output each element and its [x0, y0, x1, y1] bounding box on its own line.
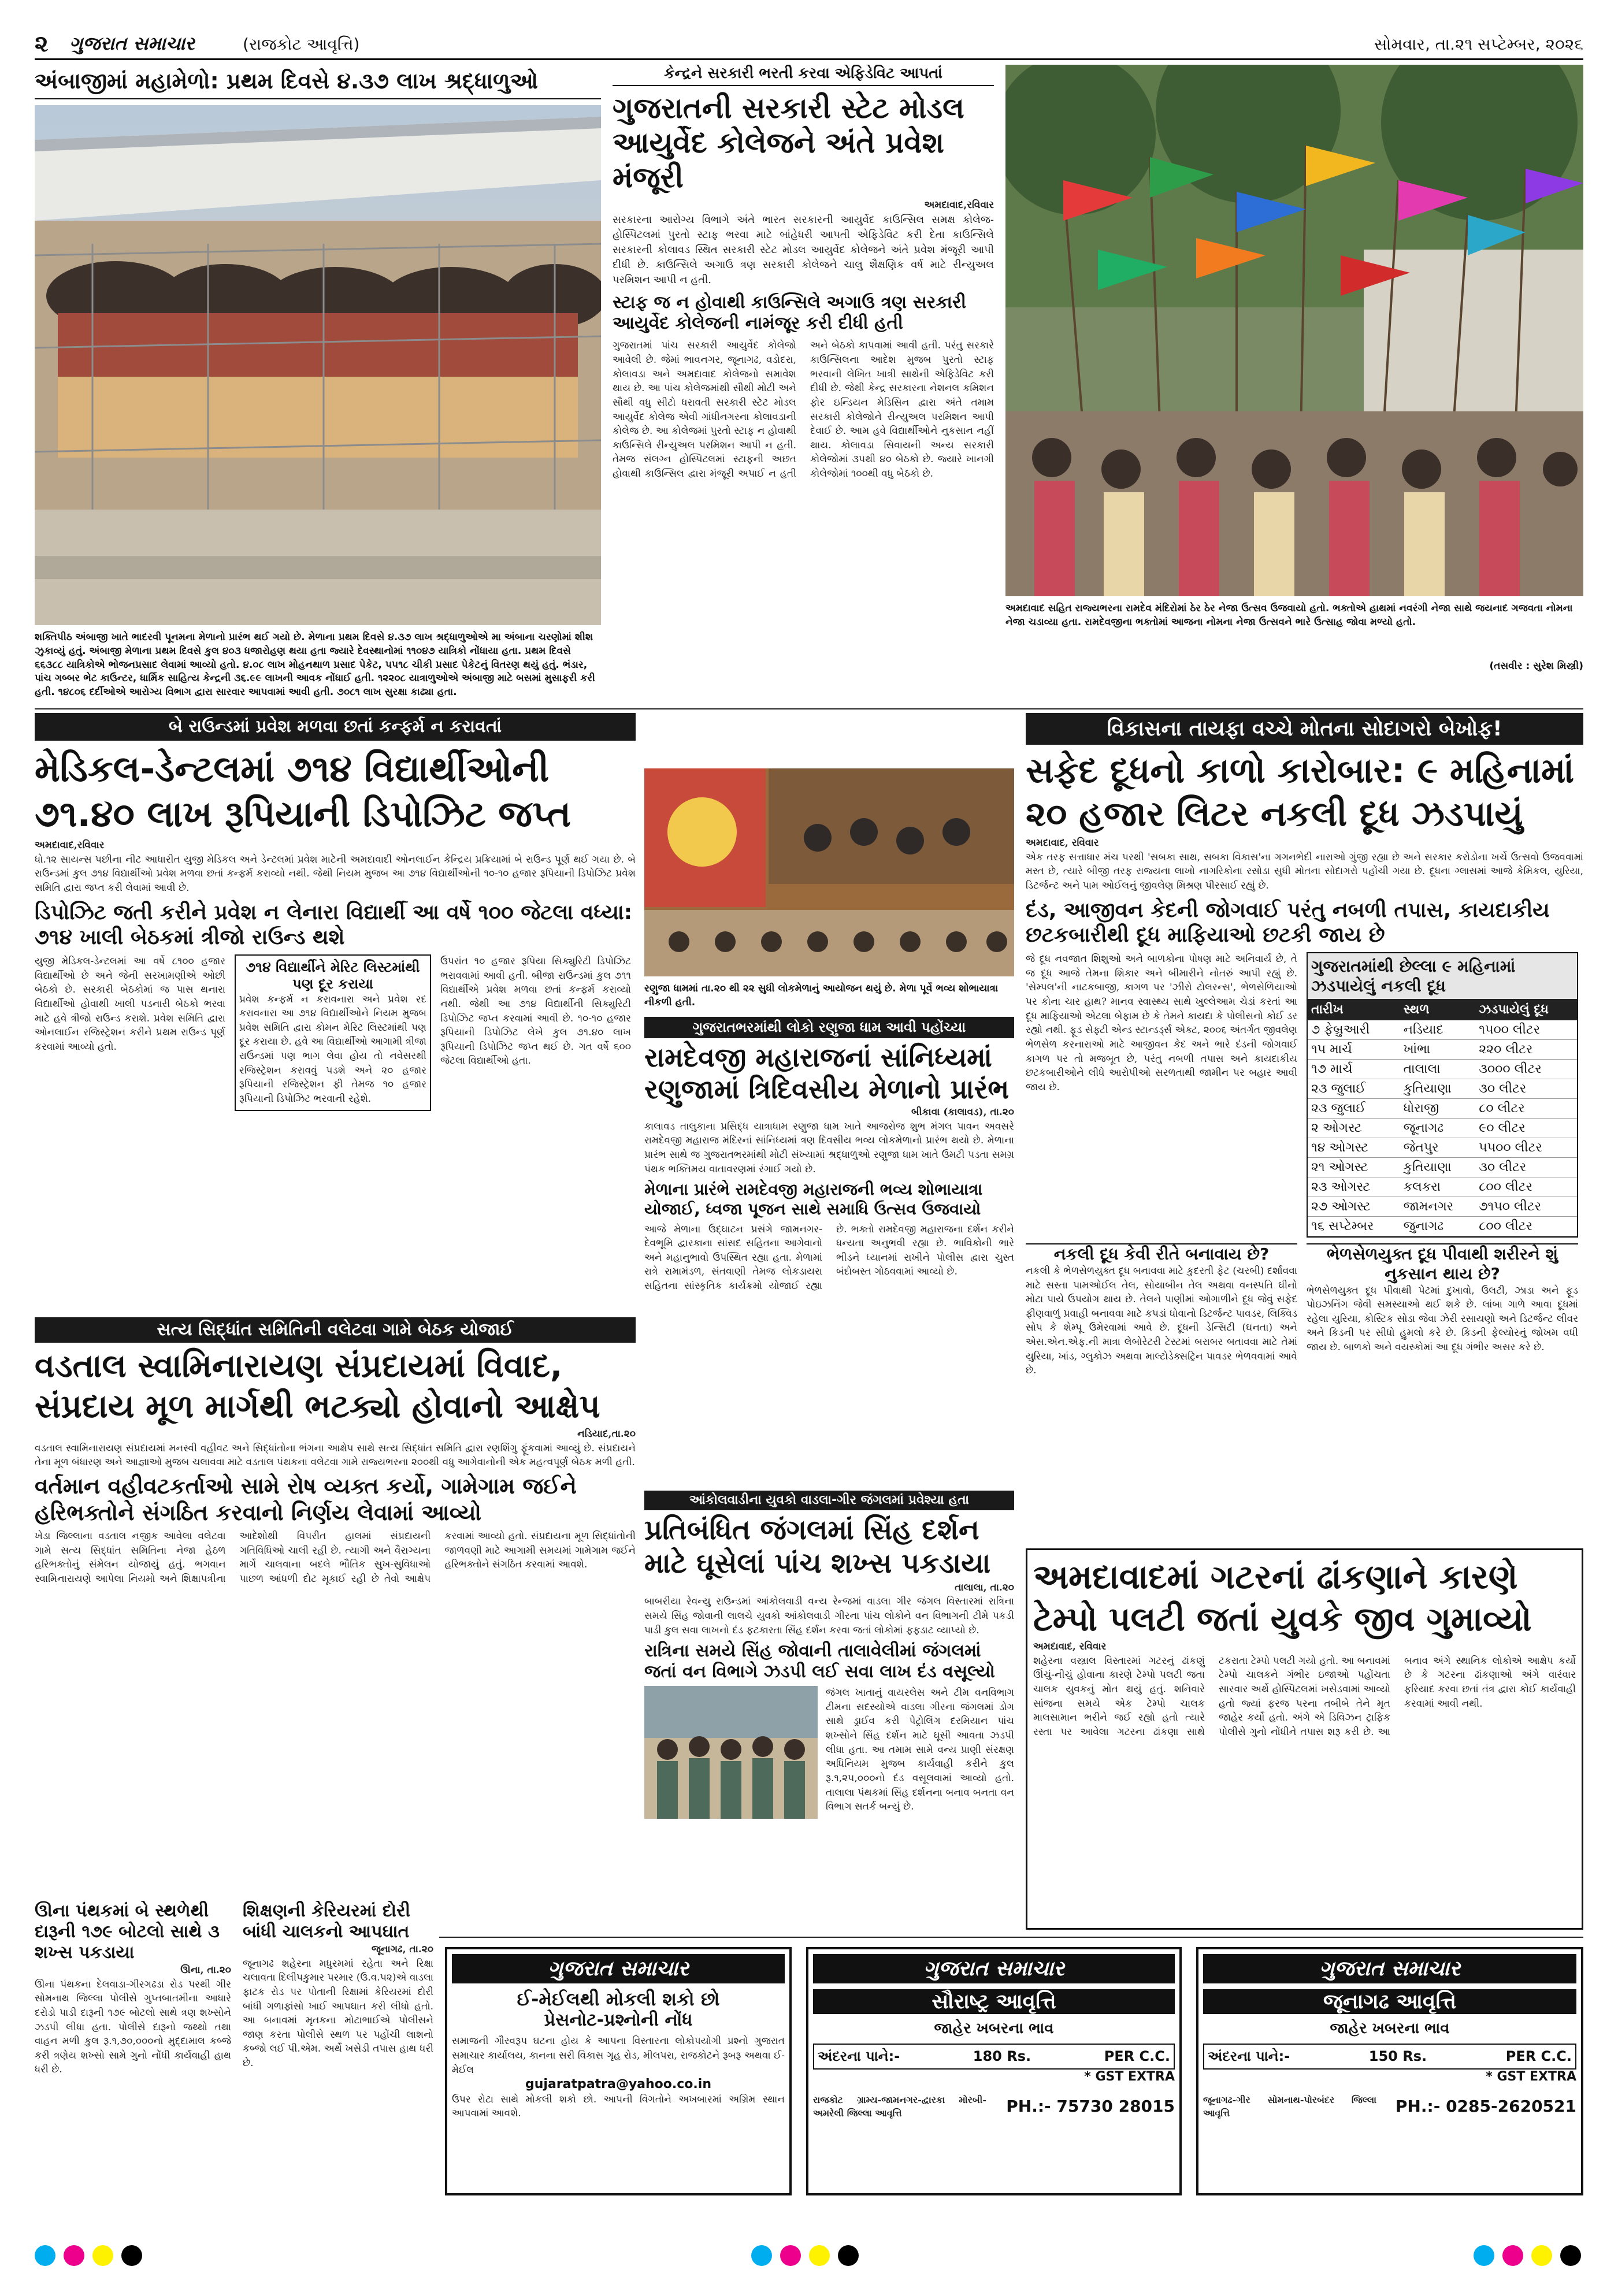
gutter-headline: અમદાવાદમાં ગટરનાં ઢાંકણાને કારણે ટેમ્પો પલટી જતાં યુવકે જીવ ગુમાવ્યો	[1033, 1557, 1532, 1639]
ad-saurashtra-unit: PER C.C.	[1104, 2048, 1170, 2065]
notice-body-2: ઉપર રોટા સાથે મોકલી શકો છો. આપની વિગતોને અખબારમાં અગ્રિમ સ્થાન આપવામાં આવશે.	[452, 2093, 785, 2120]
table-row	[1308, 1119, 1577, 1138]
registration-marks	[35, 2242, 1583, 2271]
table-cell: કલકરા	[1400, 1177, 1476, 1197]
gutter-story	[1026, 1548, 1583, 1930]
table-cell: જુનાગઢ	[1400, 1217, 1476, 1236]
vadtal-kicker: સત્ય સિદ્ધાંત સમિતિની વલેટવા ગામે બેઠક યોજાઈ	[35, 1317, 636, 1343]
notice-logo: ગુજરાત સમાચાર	[452, 1954, 785, 1983]
register-cyan-dot-2	[751, 2245, 772, 2266]
ayurved-subhead: સ્ટાફ જ ન હોવાથી કાઉન્સિલે અગાઉ ત્રણ સરકારી આયુર્વેદ કોલેજની નામંજૂર કરી દીધી હતી	[613, 292, 966, 334]
register-magenta-dot-3	[1502, 2245, 1523, 2266]
milk-kicker: વિકાસના તાયફા વચ્ચે મોતના સોદાગરો બેખોફ!	[1026, 713, 1583, 745]
ad-junagadh-rate: 150 Rs.	[1368, 2048, 1427, 2065]
register-magenta-dot-2	[780, 2245, 801, 2266]
table-row	[1308, 1158, 1577, 1177]
ad-saurashtra-area: રાજકોટ ગ્રામ્ય-જામનગર-દ્વારકા મોરબી-અમરેલી જિલ્લા આવૃત્તિ	[813, 2094, 986, 2119]
table-cell: ૭૧૫૦ લીટર	[1475, 1197, 1577, 1217]
table-cell: ૩૦૦૦ લીટર	[1475, 1060, 1577, 1079]
notice-title: ઈ-મેઈલથી મોકલી શકો છો	[517, 1988, 720, 2010]
milk-q2-title: ભેળસેળયુક્ત દૂધ પીવાથી શરીરને શું નુકસાન થાય છે?	[1326, 1244, 1558, 1283]
ayurved-lead: સરકારના આરોગ્ય વિભાગે અંતે ભારત સરકારની આયુર્વેદ કાઉન્સિલ સમક્ષ કોલેજ-હોસ્પિટલમાં પુરતો સ્ટાફ ભરવા માટે બાંહેધરી આપતી એફિડેવિટ કરી દેતા કાઉન્સિલે સરકારની કોલાવડ સ્થિત સરકારી સ્ટેટ મોડલ આયુર્વેદ કોલેજને અંતે પ્રવેશ મંજૂરી આપી દીધી છે. કાઉન્સિલે અગાઉ ત્રણ સરકારી કોલેજને ચાલુ શૈક્ષણિક વર્ષ માટે રીન્યુઅલ પરમિશન આપી ન હતી.	[613, 213, 994, 287]
ad-junagadh-edition: જૂનાગઢ આવૃત્તિ	[1203, 1989, 1576, 2014]
table-cell: ૧૪ ઓગસ્ટ	[1308, 1138, 1400, 1158]
ranuja-subhead: મેળાના પ્રારંભે રામદેવજી મહારાજની ભવ્ય શોભાયાત્રા યોજાઈ, ધ્વજા પૂજન સાથે સમાધિ ઉત્સવ ઉજવાયો	[644, 1180, 983, 1218]
table-cell: ૮૦૦ લીટર	[1475, 1217, 1577, 1236]
medical-lead: ધો.૧૨ સાયન્સ પછીના નીટ આધારીત યુજી મેડિકલ અને ડેન્ટલમાં પ્રવેશ માટેની અમદાવાદી ઓનલાઈન કેન્દ્રિય પ્રક્રિયામાં બે રાઉન્ડ પૂર્ણ થઈ ગયા છે. બે રાઉન્ડમાં કુલ ૭૧૪ વિદ્યાર્થીઓ પ્રવેશ મળવા છતાં કન્ફર્મ કરાવ્યો નથી. જેથી નિયમ મુજબ આ ૭૧૪ વિદ્યાર્થીઓની ૧૦-૧૦ હજાર રૂપિયાની ડિપોઝિટ પ્રવેશ સમિતિ દ્વારા જપ્ત કરી લેવામાં આવી છે.	[35, 853, 636, 894]
ambaji-headline: અંબાજીમાં મહામેળો: પ્રથમ દિવસે ૪.૩૭ લાખ શ્રદ્ધાળુઓ	[35, 65, 601, 99]
table-cell: ૨૩ જુલાઈ	[1308, 1099, 1400, 1119]
ranuja-collage-image	[644, 768, 1014, 976]
milk-q2-body: ભેળસેળયુક્ત દૂધ પીવાથી પેટમાં દુખાવો, ઉલટી, ઝાડા અને ફૂડ પોઇઝનિંગ જેવી સમસ્યાઓ થઈ શકે છે. લાંબા ગાળે આવા દૂધમાં રહેલા યુરિયા, કોસ્ટિક સોડા જેવા ઝેરી રસાયણો અને ડિટર્જન્ટ લીવર અને કિડની પર સીધો હુમલો કરે છે. કિડની ફેલ્યોરનું જોખમ વધી જાય છે. બાળકો અને વયસ્કોમાં આ દૂધ ગંભીર અસર કરે છે.	[1307, 1284, 1578, 1354]
table-cell: ૧૬ સપ્ટેમ્બર	[1308, 1217, 1400, 1236]
table-cell: ૧૫ માર્ચ	[1308, 1040, 1400, 1060]
edition-label: (રાજકોટ આવૃત્તિ)	[243, 35, 360, 54]
lion-headline: પ્રતિબંધિત જંગલમાં સિંહ દર્શન માટે ઘૂસેલાં પાંચ શખ્સ પકડાયા	[644, 1514, 991, 1580]
ad-saurashtra-rate: 180 Rs.	[973, 2048, 1031, 2065]
ayurved-body: ગુજરાતમાં પાંચ સરકારી આયુર્વેદ કોલેજો આવેલી છે. જેમાં ભાવનગર, જૂનાગઢ, વડોદરા, કોલાવડા અને અમદાવાદ કોલેજનો સમાવેશ થાય છે. આ પાંચ કોલેજમાંથી સૌથી મોટી અને સૌથી વધુ સીટો ધરાવતી સરકારી સ્ટેટ મોડલ આયુર્વેદ કોલેજ એવી ગાંધીનગરના કોલાવડાની કોલેજ છે. આ કોલેજમાં પુરતો સ્ટાફ ન હોવાથી કાઉન્સિલે રીન્યુઅલ પરમિશન આપી ન હતી. તેમજ સંલગ્ન હોસ્પિટલમાં સ્ટાફની અછત હોવાથી કાઉન્સિલ દ્વારા મંજૂરી અપાઈ ન હતી અને બેઠકો કાપવામાં આવી હતી. પરંતુ સરકારે કાઉન્સિલના આદેશ મુજબ પુરતો સ્ટાફ ભરવાની લેખિત ખાત્રી સાથેની એફિડેવિટ કરી દીધી છે. જેથી કેન્દ્ર સરકારના નેશનલ કમિશન ફોર ઇન્ડિયન મેડિસિન દ્વારા અંતે તમામ સરકારી કોલેજોને રીન્યુઅલ પરમિશન આપી દેવાઈ છે. આમ હવે વિદ્યાર્થીઓને નુકસાન નહીં થાય. કોલાવડા સિવાયની અન્ય સરકારી કોલેજોમાં ૩૫થી ૪૦ બેઠકો છે. જ્યારે ખાનગી કોલેજોમાં ૧૦૦થી વધુ બેઠકો છે.	[613, 340, 994, 480]
table-cell: નડિયાદ	[1400, 1020, 1476, 1040]
milk-table-header: તારીખ	[1308, 999, 1400, 1020]
table-cell: ૫૫૦૦ લીટર	[1475, 1138, 1577, 1158]
ad-saurashtra-page-label: અંદરના પાને:-	[818, 2048, 900, 2065]
table-row	[1308, 1060, 1577, 1079]
ad-junagadh-page-label: અંદરના પાને:-	[1208, 2048, 1290, 2065]
table-row	[1308, 1020, 1577, 1040]
table-cell: ૯૦ લીટર	[1475, 1119, 1577, 1138]
lion-lead: બાબરીયા રેવન્યુ રાઉન્ડમાં આંકોલવાડી વન્ય રેન્જમાં વાડલા ગીર જંગલ વિસ્તારમાં રાત્રિના સમયે સિંહ જોવાની લાલચે યુવકો આંકોલવાડી ગીરના પાંચ લોકોને વન વિભાગની ટીમે પકડી પાડી કુલ સવા લાખનો દંડ ફટકારતા સિંહ દર્શન કરવા જતાં લોકોમાં ફફડાટ વ્યાપ્યો છે.	[644, 1596, 1014, 1636]
register-cyan-dot-3	[1474, 2245, 1494, 2266]
table-cell: ૮૦૦ લીટર	[1475, 1177, 1577, 1197]
milk-table-box	[1307, 952, 1578, 1238]
ramdevji-flag-photo	[1005, 65, 1583, 596]
una-headline: ઊના પંથકમાં બે સ્થળેથી દારૂની ૧૭૯ બોટલો સાથે ૩ શખ્સ પકડાયા	[35, 1901, 220, 1963]
table-cell: ૨ ઓગસ્ટ	[1308, 1119, 1400, 1138]
medical-kicker: બે રાઉન્ડમાં પ્રવેશ મળવા છતાં કન્ફર્મ ન કરાવતાં	[35, 713, 636, 741]
junagadh-headline: શિક્ષણની કેરિયરમાં દોરી બાંધી ચાલકનો આપઘાત	[243, 1901, 411, 1942]
ad-saurashtra-phone[interactable]: PH.:- 75730 28015	[1006, 2096, 1175, 2116]
lion-body: જંગલ ખાતાનું વાયરલેસ અને ટીમ વનવિભાગ ટીમના સદસ્યોએ વાડલા ગીરના જંગલમાં ડોગ સાથે ડ્રાઈવ કરી પેટ્રોલિંગ દરમિયાન પાંચ શખ્સોને સિંહ દર્શન માટે ઘૂસી આવતા ઝડપી લીધા હતા. આ તમામ સામે વન્ય પ્રાણી સંરક્ષણ અધિનિયમ મુજબ કાર્યવાહી કરીને કુલ રૂ.૧,૨૫,૦૦૦નો દંડ વસૂલવામાં આવ્યો હતો. તાલાલા પંથકમાં સિંહ દર્શનના બનાવ બનતા વન વિભાગ સતર્ક બન્યું છે.	[826, 1687, 1014, 1813]
milk-subhead: દંડ, આજીવન કેદની જોગવાઈ પરંતુ નબળી તપાસ, કાયદાકીય છટકબારીથી દૂધ માફિયાઓ છટકી જાય છે	[1026, 898, 1550, 947]
ayurved-story	[613, 65, 994, 706]
ad-saurashtra-logo: ગુજરાત સમાચાર	[813, 1954, 1175, 1983]
ranuja-lead: કાલાવડ તાલુકાના પ્રસિદ્ધ યાત્રાધામ રણુજા ધામ ખાતે આજરોજ શુભ મંગલ પાવન અવસરે રામદેવજી મહારાજ મંદિરનાં સાંનિધ્યમાં ત્રણ દિવસીય ભવ્ય લોકમેળાનો પ્રારંભ થયો છે. મેળાના પ્રારંભ સાથે જ ગુજરાતભરમાંથી મોટી સંખ્યામાં શ્રદ્ધાળુઓ રણુજા ધામ ખાતે ઉમટી પડતા સમગ્ર પંથક ભક્તિમય વાતાવરણમાં રંગાઈ ગયો છે.	[644, 1120, 1014, 1175]
table-row	[1308, 1177, 1577, 1197]
vadtal-subhead: વર્તમાન વહીવટકર્તાઓ સામે રોષ વ્યક્ત કર્યો, ગામેગામ જઈને હરિભક્તોને સંગઠિત કરવાનો નિર્ણય લેવામાં આવ્યો	[35, 1473, 577, 1525]
ad-saurashtra-gst: * GST EXTRA	[1084, 2070, 1175, 2085]
gutter-dateline: અમદાવાદ, રવિવાર	[1033, 1641, 1107, 1652]
gutter-body: શહેરના વસ્ત્રાલ વિસ્તારમાં ગટરનું ઢાંકણું ઊંચું-નીચું હોવાના કારણે ટેમ્પો પલટી જતા ચાલક યુવકનું મોત થયું હતું. શનિવારે સાંજના સમયે એક ટેમ્પો ચાલક માલસામાન ભરીને જઈ રહ્યો હતો ત્યારે રસ્તા પર આવેલા ગટરના ઢાંકણા સાથે ટકરાતા ટેમ્પો પલટી ગયો હતો. આ બનાવમાં ટેમ્પો ચાલકને ગંભીર ઇજાઓ પહોંચતા સારવાર અર્થે હોસ્પિટલમાં ખસેડવામાં આવ્યો હતો જ્યાં ફરજ પરના તબીબે તેને મૃત જાહેર કર્યો હતો. અંગે એ ડિવિઝન ટ્રાફિક પોલીસે ગુનો નોંધીને તપાસ શરૂ કરી છે. આ બનાવ અંગે સ્થાનિક લોકોએ આક્ષેપ કર્યો છે કે ગટરના ઢાંકણાઓ અંગે વારંવાર ફરિયાદ કરવા છતાં તંત્ર દ્વારા કોઈ કાર્યવાહી કરવામાં આવી નથી.	[1033, 1655, 1576, 1738]
register-black-dot-2	[838, 2245, 859, 2266]
issue-date: સોમવાર, તા.૨૧ સપ્ટેમ્બર, ૨૦૨૬	[1374, 35, 1583, 54]
divider-bottom	[439, 1937, 1583, 1938]
table-cell: ૭ ફેબ્રુઆરી	[1308, 1020, 1400, 1040]
ayurved-dateline: અમદાવાદ,રવિવાર	[924, 199, 994, 211]
ranuja-kicker: ગુજરાતભરમાંથી લોકો રણુજા ધામ આવી પહોંચ્યા	[644, 1017, 1014, 1038]
masthead-small: ગુજરાત સમાચાર	[69, 32, 195, 54]
table-row	[1308, 1217, 1577, 1236]
ranuja-story	[644, 768, 1014, 1479]
ranuja-crowd-photo	[644, 768, 1014, 976]
table-cell: ૧૫૦૦ લીટર	[1475, 1020, 1577, 1040]
una-dateline: ઊના, તા.૨૦	[180, 1964, 231, 1976]
milk-table-header: સ્થળ	[1400, 999, 1476, 1020]
ad-saurashtra-rate-title: જાહેર ખબરના ભાવ	[934, 2020, 1054, 2038]
register-black-dot-3	[1560, 2245, 1581, 2266]
ad-junagadh	[1196, 1947, 1583, 2195]
ad-junagadh-rate-title: જાહેર ખબરના ભાવ	[1330, 2020, 1450, 2038]
ranuja-caption: રણુજા ધામમાં તા.૨૦ થી ૨૨ સુધી લોકમેળાનું આયોજન થયું છે. મેળા પૂર્વે ભવ્ય શોભાયાત્રા નીકળી હતી.	[644, 983, 999, 1008]
table-cell: ૨૭ ઓગસ્ટ	[1308, 1197, 1400, 1217]
table-cell: કુતિયાણા	[1400, 1158, 1476, 1177]
table-cell: જૂનાગઢ	[1400, 1119, 1476, 1138]
ranuja-body: આજે મેળાના ઉદ્ઘાટન પ્રસંગે જામનગર-દેવભૂમિ દ્વારકાના સાંસદ સહિતના આગેવાનો અને મહાનુભાવો ઉપસ્થિત રહ્યા હતા. મેળામાં રાત્રે રામામંડળ, સંતવાણી તેમજ લોકડાયરા સહિતના સાંસ્કૃતિક કાર્યક્રમો યોજાઈ રહ્યા છે. ભક્તો રામદેવજી મહારાજના દર્શન કરીને ધન્યતા અનુભવી રહ્યા છે. ભાવિકોની ભારે ભીડને ધ્યાનમાં રાખીને પોલીસ દ્વારા ચુસ્ત બંદોબસ્ત ગોઠવવામાં આવ્યો છે.	[644, 1223, 1014, 1292]
ambaji-story	[35, 65, 601, 706]
vadtal-story	[35, 1317, 636, 1895]
medical-story	[35, 713, 636, 1308]
table-cell: તાલાલા	[1400, 1060, 1476, 1079]
ad-saurashtra	[806, 1947, 1182, 2195]
table-row	[1308, 1138, 1577, 1158]
ramdevji-flag-caption: અમદાવાદ સહિત રાજ્યભરના રામદેવ મંદિરોમાં ઠેર ઠેર નેજા ઉત્સવ ઉજવાયો હતો. ભક્તોએ હાથમાં નવરંગી નેજા સાથે જયનાદ ગજવતા નોમના નેજા ચડાવ્યા હતા. રામદેવજીના ભક્તોમાં આજના નોમના નેજા ઉત્સવને ભારે ઉત્સાહ જોવા મળ્યો હતો.	[1005, 603, 1573, 628]
register-cyan-dot	[35, 2245, 55, 2266]
medical-headline: મેડિકલ-ડેન્ટલમાં ૭૧૪ વિદ્યાર્થીઓની ૭૧.૪૦ લાખ રૂપિયાની ડિપોઝિટ જપ્ત	[35, 748, 571, 835]
junagadh-body: જૂનાગઢ શહેરના મધુરમમાં રહેતા અને રિક્ષા ચલાવતા દિલીપકુમાર પરમાર (ઉ.વ.૫૨)એ વાડલા ફાટક રોડ પર પોતાની રિક્ષામાં કેરિયરમાં દોરી બાંધી ગળાફાંસો ખાઈ આપઘાત કરી લીધો હતો. આ બનાવમાં મૃતકના મોટાભાઈએ પોલીસને જાણ કરતા પોલીસે સ્થળ પર પહોંચી લાશનો કબ્જો લઈ પી.એમ. અર્થે ખસેડી તપાસ હાથ ધરી છે.	[243, 1957, 433, 2070]
ayurved-kicker: કેન્દ્રને સરકારી ભરતી કરવા એફિડેવિટ આપતાં	[613, 65, 994, 86]
medical-body-2: ઉપરાંત ૧૦ હજાર રૂપિયા સિક્યુરિટી ડિપોઝિટ ભરાવવામાં આવી હતી. બીજા રાઉન્ડમાં કુલ ૭૧૧ વિદ્યાર્થીએ પ્રવેશ મળવા છતાં કન્ફર્મ કરાવ્યો નથી. જેથી આ ૭૧૪ વિદ્યાર્થીની સિક્યુરિટી ડિપોઝિટ જપ્ત કરવામાં આવી છે. ૧૦-૧૦ હજાર રૂપિયાની ડિપોઝિટ લેખે કુલ ૭૧.૪૦ લાખ રૂપિયાની ડિપોઝિટ જપ્ત થઈ છે. ગત વર્ષે ૬૦૦ જેટલા વિદ્યાર્થીઓ હતા.	[440, 955, 631, 1067]
medical-box-body: પ્રવેશ કન્ફર્મ ન કરાવનારા અને પ્રવેશ રદ કરાવનારા આ ૭૧૪ વિદ્યાર્થીઓને નિયમ મુજબ પ્રવેશ સમિતિ દ્વારા કોમન મેરિટ લિસ્ટમાંથી પણ દૂર કરાયા છે. હવે આ વિદ્યાર્થીઓ આગામી ત્રીજા રાઉન્ડમાં પણ ભાગ લેવા હોય તો નવેસરથી રજિસ્ટ્રેશન કરાવવું પડશે અને ૨૦ હજાર રૂપિયાની રજિસ્ટ્રેશન ફી તેમજ ૧૦ હજાર રૂપિયાની ડિપોઝિટ ભરવાની રહેશે.	[239, 993, 426, 1105]
table-cell: ૨૩ ઓગસ્ટ	[1308, 1177, 1400, 1197]
milk-table-title: ગુજરાતમાંથી છેલ્લા ૯ મહિનામાં ઝડપાયેલું નકલી દૂધ	[1308, 953, 1577, 999]
notice-subtitle: પ્રેસનોટ-પ્રશ્નોની નોંધ	[544, 2010, 693, 2031]
ad-junagadh-phone[interactable]: PH.:- 0285-2620521	[1395, 2096, 1576, 2116]
flag-procession-image	[1005, 65, 1583, 596]
medical-body: યુજી મેડિકલ-ડેન્ટલમાં આ વર્ષે ૮૧૦૦ હજાર વિદ્યાર્થીઓ છે અને જેની સરખામણીએ ઓછી બેઠકો છે. સરકારી બેઠકોમાં જ પાસ થનારા વિદ્યાર્થીઓ હોવાથી ખાલી પડનારી બેઠકો ભરવા માટે હવે ત્રીજો રાઉન્ડ કરાશે. પ્રવેશ સમિતિ દ્વારા ઓનલાઈન રજિસ્ટ્રેશન કરીને પ્રથમ રાઉન્ડ પૂર્ણ કરવામાં આવ્યો હતો.	[35, 955, 225, 1053]
table-cell: જેતપુર	[1400, 1138, 1476, 1158]
lion-kicker: આંકોલવાડીના યુવકો વાડલા-ગીર જંગલમાં પ્રવેશ્યા હતા	[644, 1491, 1014, 1510]
notice-body: સમાજની ગૌરવરૂપ ઘટના હોય કે આપના વિસ્તારના લોકોપયોગી પ્રશ્નો ગુજરાત સમાચાર કાર્યાલય, કાનના સરી વિકાસ ગૃહ રોડ, મીલપરા, રાજકોટને રૂબરૂ અથવા ઈ-મેઈલ	[452, 2035, 785, 2076]
lion-story	[644, 1491, 1014, 2011]
table-row	[1308, 1197, 1577, 1217]
milk-headline: સફેદ દૂધનો કાળો કારોબાર: ૯ મહિનામાં ૨૦ હજાર લિટર નકલી દૂધ ઝડપાયું	[1026, 751, 1575, 835]
press-note-box	[445, 1947, 792, 2195]
milk-q1-body: નકલી કે ભેળસેળયુક્ત દૂધ બનાવવા માટે કુદરતી ફેટ (ચરબી) દર્શાવવા માટે સસ્તા પામઓઈલ તેલ, સોયાબીન તેલ અથવા વનસ્પતિ ઘીનો મોટા પાયે ઉપયોગ થાય છે. તેલને પાણીમાં ઓગાળીને દૂધ જેવું સફેદ ફીણવાળું પ્રવાહી બનાવવા માટે કપડાં ધોવાનો ડિટર્જન્ટ પાવડર, લિક્વિડ સોપ કે શેમ્પૂ ઉમેરવામાં આવે છે. દૂધની ડેન્સિટી (ઘનતા) અને એસ.એન.એફ.ની માત્રા લેબોરેટરી ટેસ્ટમાં બરાબર બતાવવા માટે તેમાં યુરિયા, ખાંડ, ગ્લુકોઝ અથવા માલ્ટોડેક્સટ્રિન પાવડર ભેળવવામાં આવે છે.	[1026, 1265, 1297, 1377]
ranuja-headline: રામદેવજી મહારાજનાં સાંનિધ્યમાં રણુજામાં ત્રિદિવસીય મેળાનો પ્રારંભ	[644, 1041, 1010, 1105]
ad-junagadh-area: જૂનાગઢ-ગીર સોમનાથ-પોરબંદર જિલ્લા આવૃત્તિ	[1203, 2094, 1376, 2119]
register-black-dot	[121, 2245, 142, 2266]
junagadh-dateline: જૂનાગઢ, તા.૨૦	[371, 1944, 433, 1955]
lion-accused-photo	[644, 1686, 818, 1819]
milk-story	[1026, 713, 1583, 1539]
page-number: ૨	[35, 31, 49, 57]
table-cell: જામનગર	[1400, 1197, 1476, 1217]
vadtal-headline: વડતાલ સ્વામિનારાયણ સંપ્રદાયમાં વિવાદ, સંપ્રદાય મૂળ માર્ગથી ભટક્યો હોવાનો આક્ષેપ	[35, 1347, 600, 1425]
ambaji-caption: શક્તિપીઠ અંબાજી ખાતે ભાદરવી પૂનમના મેળાનો પ્રારંભ થઈ ગયો છે. મેળાના પ્રથમ દિવસે ૪.૩૭ લાખ શ્રદ્ધાળુઓએ મા અંબાના ચરણોમાં શીશ ઝુકાવ્યું હતું. અંબાજી મેળાના પ્રથમ દિવસે કુલ ૪૦૩ ધજારોહણ થયા હતા જ્યારે દેવસ્થાનોમાં ૧૧૦૪૭ યાત્રિકો નોંધાયા હતા. પ્રથમ દિવસે ૬૬૩૮૮ યાત્રિકોએ ભોજનપ્રસાદ લેવામાં આવ્યો હતો. ૪.૦૮ લાખ મોહનથાળ પ્રસાદ પેકેટ, ૫૫૧૮ ચીકી પ્રસાદ પેકેટનું વિતરણ થયું હતું. ભંડાર, પાંચ ગબ્બર ભેટ કાઉન્ટર, ધાર્મિક સાહિત્ય કેન્દ્રની ૩૬.૯૯ લાખની આવક નોંધાઈ હતી. ૧૨૨૦૮ યાત્રાળુઓએ અંબાજી માટે બસમાં મુસાફરી કરી હતી. ૧૪૮૦૬ દર્દીઓએ આરોગ્ય વિભાગ દ્વારા સારવાર આપવામાં આવી હતી. ૭૦૮૧ લાખ સુરક્ષા કાઢ્યા હતા.	[35, 631, 595, 699]
ambaji-queue-photo	[35, 105, 601, 625]
vadtal-dateline: નડિયાદ,તા.૨૦	[577, 1428, 636, 1440]
table-cell: ૨૩ જુલાઈ	[1308, 1079, 1400, 1099]
una-story	[35, 1901, 231, 2207]
ranuja-dateline: બીકાવા (કાલાવડ), તા.૨૦	[911, 1106, 1014, 1119]
photo-credit: (તસવીર : સુરેશ મિસ્ત્રી)	[1489, 660, 1583, 672]
table-row	[1308, 1079, 1577, 1099]
ambaji-queue-image	[35, 105, 601, 625]
register-yellow-dot	[92, 2245, 113, 2266]
table-cell: ૧૭ માર્ચ	[1308, 1060, 1400, 1079]
table-cell: ખાંભા	[1400, 1040, 1476, 1060]
ad-junagadh-unit: PER C.C.	[1505, 2048, 1572, 2065]
milk-q1-title: નકલી દૂધ કેવી રીતે બનાવાય છે?	[1053, 1244, 1270, 1264]
milk-seizure-table	[1308, 999, 1577, 1236]
ad-saurashtra-edition: સૌરાષ્ટ્ર આવૃત્તિ	[813, 1989, 1175, 2014]
table-row	[1308, 1099, 1577, 1119]
milk-lead: એક તરફ સત્તાધાર મંચ પરથી 'સબકા સાથ, સબકા વિકાસ'ના ગગનભેદી નારાઓ ગુંજી રહ્યા છે અને સરકાર કરોડોના ખર્ચે ઉત્સવો ઉજવવામાં મસ્ત છે, ત્યારે બીજી તરફ રાજ્યના લાખો નાગરિકોના રસોડા સુધી મોતના સોદાગરો પહોંચી ગયા છે. દૂધના ગ્લાસમાં આજે કેમિકલ, યુરિયા, ડિટર્જન્ટ અને પામ ઓઈલનું જીવલેણ મિશ્રણ પીરસાઈ રહ્યું છે.	[1026, 851, 1583, 892]
vadtal-body: ખેડા જિલ્લાના વડતાલ નજીક આવેલા વલેટવા ગામે સત્ય સિદ્ધાંત સમિતિના નેજા હેઠળ હરિભક્તોનું સંમેલન યોજાયું હતું. ભગવાન સ્વામિનારાયણે આપેલા નિયમો અને શિક્ષાપત્રીના આદેશોથી વિપરીત હાલમાં સંપ્રદાયની ગતિવિધિઓ ચાલી રહી છે. ત્યાગી અને વૈરાગ્યના માર્ગે ચાલવાના બદલે ભૌતિક સુખ-સુવિધાઓ પાછળ આંધળી દોટ મૂકાઈ રહી છે તેવો આક્ષેપ કરવામાં આવ્યો હતો. સંપ્રદાયના મૂળ સિદ્ધાંતોની જાળવણી માટે આગામી સમયમાં ગામેગામ જઈને હરિભક્તોને સંગઠિત કરવામાં આવશે.	[35, 1530, 636, 1585]
table-cell: ૩૦ લીટર	[1475, 1079, 1577, 1099]
medical-subhead: ડિપોઝિટ જતી કરીને પ્રવેશ ન લેનારા વિદ્યાર્થી આ વર્ષે ૧૦૦ જેટલા વધ્યા: ૭૧૪ ખાલી બેઠકમાં ત્રીજો રાઉન્ડ થશે	[35, 900, 633, 949]
junagadh-story	[243, 1901, 433, 2207]
milk-body: જે દૂધ નવજાત શિશુઓ અને બાળકોના પોષણ માટે અનિવાર્ય છે, તે જ દૂધ આજે તેમના શિકાર અને બીમારીને નોતરું આપી રહ્યું છે. 'સેમ્પલ'ની નાટકબાજી, કાગળ પર 'ઝીરો ટોલરન્સ', ભેળસેળિયાઓ પર કોના ચાર હાથ? માનવ સ્વાસ્થ્ય સાથે ખુલ્લેઆમ ચેડાં કરતાં આ દૂધ માફિયાઓ એટલા બેફામ છે કે તેમને કાયદા કે પોલીસનો કોઈ ડર રહ્યો નથી. ફૂડ સેફ્ટી એન્ડ સ્ટાન્ડર્ડ્સ એક્ટ, ૨૦૦૬ અંતર્ગત જીવલેણ ભેળસેળ કરનારાઓ માટે આજીવન કેદ અને ભારે દંડની જોગવાઈ કાગળ પર તો મજબૂત છે, પરંતુ નબળી તપાસ અને કાયદાકીય છટકબારીઓને લીધે આરોપીઓ સરળતાથી જામીન પર બહાર આવી જાય છે.	[1026, 953, 1297, 1093]
divider-top	[35, 708, 1583, 709]
table-cell: ૨૧ ઓગસ્ટ	[1308, 1158, 1400, 1177]
milk-dateline: અમદાવાદ, રવિવાર	[1026, 837, 1099, 849]
ayurved-headline: ગુજરાતની સરકારી સ્ટેટ મોડલ આયુર્વેદ કોલેજને અંતે પ્રવેશ મંજૂરી	[613, 91, 964, 195]
table-cell: ૩૦ લીટર	[1475, 1158, 1577, 1177]
vadtal-lead: વડતાલ સ્વામિનારાયણ સંપ્રદાયમાં મનસ્વી વહીવટ અને સિદ્ધાંતોના ભંગના આક્ષેપ સાથે સત્ય સિદ્ધાંત સમિતિ દ્વારા રણશિંગુ ફૂંકવામાં આવ્યું છે. સંપ્રદાયને તેના મૂળ બંધારણ અને આજ્ઞાઓ મુજબ ચલાવવા માટે વડતાલ પંથકના વલેટવા ગામે રાજ્યભરના ૨૦૦થી વધુ આગેવાનોની એક મહત્વપૂર્ણ બેઠક મળી હતી.	[35, 1442, 636, 1469]
medical-dateline: અમદાવાદ,રવિવાર	[35, 839, 105, 851]
accused-group-image	[644, 1686, 818, 1819]
milk-table-header: ઝડપાયેલું દૂધ	[1475, 999, 1577, 1020]
register-yellow-dot-2	[809, 2245, 830, 2266]
page-header	[35, 28, 1583, 60]
lion-dateline: તાલાલા, તા.૨૦	[955, 1581, 1014, 1593]
table-cell: ૨૨૦ લીટર	[1475, 1040, 1577, 1060]
una-body: ઊના પંથકના દેલવાડા-ગીરગઢડા રોડ પરથી ગીર સોમનાથ જિલ્લા પોલીસે ગુપ્તબાતમીના આધારે દરોડો પાડી દારૂની ૧૭૯ બોટલો સાથે ત્રણ શખ્સોને ઝડપી લીધા હતા. પોલીસે દારૂનો જથ્થો તથા વાહન મળી કુલ રૂ.૧,૭૦,૦૦૦નો મુદ્દામાલ કબ્જે કરી ત્રણેય શખ્સો સામે ગુનો નોંધી કાર્યવાહી હાથ ધરી છે.	[35, 1978, 231, 2076]
table-cell: કુતિયાણા	[1400, 1079, 1476, 1099]
medical-box-title: ૭૧૪ વિદ્યાર્થીને મેરિટ લિસ્ટમાંથી પણ દૂર કરાયા	[246, 958, 420, 992]
notice-email[interactable]: gujaratpatra@yahoo.co.in	[525, 2077, 711, 2092]
medical-box	[235, 954, 431, 1111]
ad-junagadh-logo: ગુજરાત સમાચાર	[1203, 1954, 1576, 1983]
lion-subhead: રાત્રિના સમયે સિંહ જોવાની તાલાવેલીમાં જંગલમાં જતાં વન વિભાગે ઝડપી લઈ સવા લાખ દંડ વસૂલ્યો	[644, 1641, 995, 1682]
table-row	[1308, 1040, 1577, 1060]
table-cell: ૮૦ લીટર	[1475, 1099, 1577, 1119]
ad-junagadh-gst: * GST EXTRA	[1486, 2070, 1576, 2085]
register-yellow-dot-3	[1531, 2245, 1552, 2266]
table-cell: ધોરાજી	[1400, 1099, 1476, 1119]
register-magenta-dot	[64, 2245, 84, 2266]
ramdevji-flag-story	[1005, 65, 1583, 683]
